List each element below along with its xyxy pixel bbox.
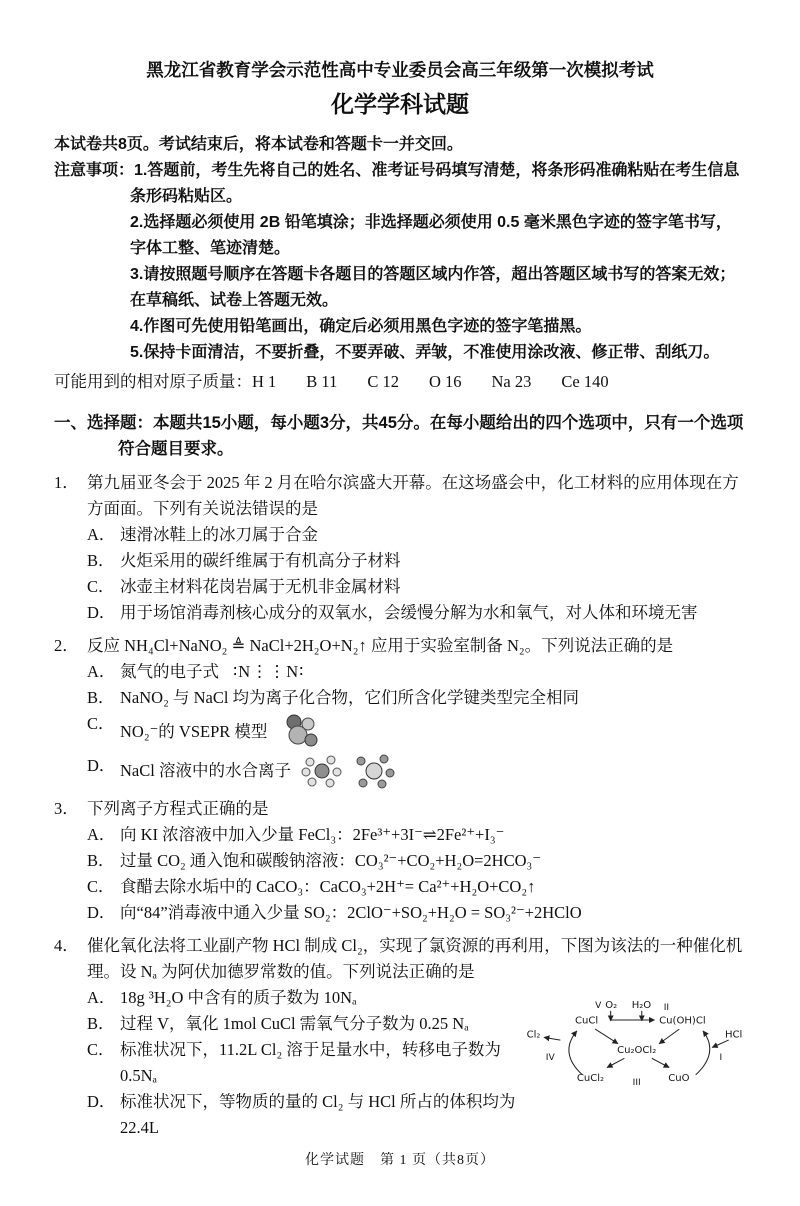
option-text: 用于场馆消毒剂核心成分的双氧水，会缓慢分解为水和氧气，对人体和环境无害	[120, 603, 698, 622]
option-text: 冰壶主材料花岗岩属于无机非金属材料	[120, 577, 401, 596]
notice-item-5: 5.保持卡面清洁，不要折叠，不要弄破、弄皱，不准使用涂改液、修正带、刮纸刀。	[130, 344, 720, 361]
question-1-option-b	[87, 548, 746, 574]
notice-item-2: 2.选择题必须使用 2B 铅笔填涂；非选择题必须使用 0.5 毫米黑色字迹的签字笔书写，字体工整、笔迹清楚。	[130, 214, 732, 257]
question-list	[54, 470, 746, 1141]
diagram-label-cucl2: CuCl₂	[576, 1073, 605, 1085]
diagram-label-hcl: HCl	[724, 1029, 743, 1041]
option-letter: C．	[87, 577, 115, 596]
diagram-label-step-i: I	[719, 1053, 723, 1064]
atomic-mass-o: O 16	[428, 372, 462, 391]
question-number: 1．	[54, 473, 79, 492]
atomic-mass-na: Na 23	[491, 372, 532, 391]
option-text: 标准状况下，等物质的量的 Cl₂ 与 HCl 所占的体积均为 22.4L	[120, 1092, 516, 1137]
page-footer: 化学试题 第 1 页（共8页）	[305, 1153, 495, 1168]
option-letter: A．	[87, 988, 116, 1007]
option-letter: D．	[87, 1092, 116, 1111]
option-text-part: NO₂⁻的 VSEPR 模型	[120, 722, 268, 741]
question-4	[54, 933, 746, 1141]
atomic-masses-line	[54, 369, 746, 395]
diagram-label-step-iii: III	[632, 1077, 641, 1088]
question-4-option-a	[87, 985, 522, 1011]
question-number: 3．	[54, 799, 79, 818]
exam-title-line1: 黑龙江省教育学会示范性高中专业委员会高三年级第一次模拟考试	[146, 60, 654, 80]
notice-item-3: 3.请按照题号顺序在答题卡各题目的答题区域内作答，超出答题区域书写的答案无效；在草稿纸、试卷上答题无效。	[130, 266, 736, 309]
notice-item-1: 1.答题前，考生先将自己的姓名、准考证号码填写清楚，将条形码准确粘贴在考生信息条形码粘贴区。	[130, 162, 740, 205]
diagram-label-step-iv: IV	[545, 1053, 555, 1064]
notice-label: 注意事项：	[54, 162, 135, 179]
diagram-label-cucl: CuCl	[575, 1015, 599, 1027]
option-text: 标准状况下，11.2L Cl₂ 溶于足量水中，转移电子数为 0.5Nₐ	[120, 1040, 501, 1085]
option-text: 速滑冰鞋上的冰刀属于合金	[120, 525, 318, 544]
question-2	[54, 633, 746, 789]
question-2-option-d	[87, 753, 746, 789]
atomic-masses-label: 可能用到的相对原子质量：	[54, 372, 252, 391]
option-text: 过量 CO₂ 通入饱和碳酸钠溶液：CO₃²⁻+CO₂+H₂O=2HCO₃⁻	[120, 851, 541, 870]
question-4-option-c	[87, 1037, 522, 1089]
option-letter: A．	[87, 662, 116, 681]
question-4-option-d	[87, 1089, 522, 1141]
question-number: 4．	[54, 936, 79, 955]
question-3-stem	[54, 796, 746, 822]
question-4-stem	[54, 933, 746, 985]
question-stem-text: 下列离子方程式正确的是	[87, 799, 269, 818]
option-letter: A．	[87, 525, 116, 544]
question-2-stem	[54, 633, 746, 659]
question-3-option-a	[87, 822, 746, 848]
option-text: 18g ³H₂O 中含有的质子数为 10Nₐ	[120, 988, 357, 1007]
question-3-option-c	[87, 874, 746, 900]
catalytic-cycle-diagram	[522, 989, 746, 1114]
atomic-mass-h: H 1	[252, 372, 277, 391]
option-letter: C．	[87, 714, 115, 733]
question-number: 2．	[54, 636, 79, 655]
hydrated-anion-image	[353, 753, 395, 789]
option-letter: A．	[87, 825, 116, 844]
option-letter: D．	[87, 603, 116, 622]
option-text	[120, 753, 746, 789]
diagram-label-cu2ocl2: Cu₂OCl₂	[617, 1044, 657, 1056]
question-3-option-b	[87, 848, 746, 874]
question-2-option-a	[87, 659, 746, 685]
atomic-mass-b: B 11	[306, 372, 338, 391]
diagram-label-cuo: CuO	[668, 1073, 690, 1085]
option-text: 向“84”消毒液中通入少量 SO₂：2ClO⁻+SO₂+H₂O = SO₃²⁻+2HClO	[120, 903, 582, 922]
exam-title-line2: 化学学科试题	[331, 91, 469, 117]
question-4-options	[54, 985, 522, 1141]
vsepr-model-image	[277, 711, 323, 753]
diagram-label-h2o: H₂O	[631, 1000, 652, 1012]
question-2-option-b	[87, 685, 746, 711]
option-text	[120, 711, 746, 753]
question-1-option-d	[87, 600, 746, 626]
option-text	[120, 659, 746, 685]
option-text: NaNO₂ 与 NaCl 均为离子化合物，它们所含化学键类型完全相同	[120, 688, 580, 707]
diagram-label-step-ii: II	[663, 1002, 670, 1013]
diagram-label-cuohcl: Cu(OH)Cl	[659, 1015, 706, 1027]
question-1	[54, 470, 746, 626]
option-letter: C．	[87, 1040, 115, 1059]
diagram-label-o2: O₂	[605, 1000, 618, 1012]
option-text: 向 KI 浓溶液中加入少量 FeCl₃：2Fe³⁺+3I⁻⇌2Fe²⁺+I₃⁻	[120, 825, 505, 844]
atomic-mass-c: C 12	[367, 372, 399, 391]
question-1-option-c	[87, 574, 746, 600]
option-text: 火炬采用的碳纤维属于有机高分子材料	[120, 551, 401, 570]
option-text: 食醋去除水垢中的 CaCO₃：CaCO₃+2H⁺= Ca²⁺+H₂O+CO₂↑	[120, 877, 536, 896]
option-text: 过程 V，氧化 1mol CuCl 需氧气分子数为 0.25 Nₐ	[120, 1014, 469, 1033]
option-letter: B．	[87, 851, 115, 870]
question-stem-text: 反应 NH₄Cl+NaNO₂ ≜ NaCl+2H₂O+N₂↑ 应用于实验室制备 N₂。下列说法正确的是	[87, 636, 674, 655]
option-letter: B．	[87, 1014, 115, 1033]
option-letter: C．	[87, 877, 115, 896]
hydrated-cation-image	[301, 753, 343, 789]
question-4-option-b	[87, 1011, 522, 1037]
question-stem-text: 第九届亚冬会于 2025 年 2 月在哈尔滨盛大开幕。在这场盛会中，化工材料的应用体现在方方面面。下列有关说法错误的是	[87, 473, 739, 518]
notice-block	[54, 158, 746, 210]
question-4-diagram-container	[522, 985, 746, 1141]
question-stem-text: 催化氧化法将工业副产物 HCl 制成 Cl₂，实现了氯资源的再利用，下图为该法的一种催化机理。设 Nₐ 为阿伏加德罗常数的值。下列说法正确的是	[87, 936, 743, 981]
question-2-option-c	[87, 711, 746, 753]
question-1-option-a	[87, 522, 746, 548]
option-text-part: 氮气的电子式	[120, 662, 219, 681]
electron-formula: ∶N⋮⋮N∶	[233, 662, 305, 681]
option-text-part: NaCl 溶液中的水合离子	[120, 761, 291, 780]
diagram-label-step-v: V	[595, 1001, 602, 1012]
question-3	[54, 796, 746, 926]
option-letter: B．	[87, 551, 115, 570]
return-instruction: 本试卷共8页。考试结束后，将本试卷和答题卡一并交回。	[54, 136, 463, 153]
option-letter: D．	[87, 903, 116, 922]
diagram-label-cl2: Cl₂	[526, 1029, 541, 1041]
option-letter: D．	[87, 756, 116, 775]
section-1-header: 一、选择题：本题共15小题，每小题3分，共45分。在每小题给出的四个选项中，只有一个选项符合题目要求。	[54, 414, 744, 458]
atomic-mass-ce: Ce 140	[561, 372, 609, 391]
question-1-stem	[54, 470, 746, 522]
option-letter: B．	[87, 688, 115, 707]
question-3-option-d	[87, 900, 746, 926]
notice-item-4: 4.作图可先使用铅笔画出，确定后必须用黑色字迹的签字笔描黑。	[130, 318, 592, 335]
